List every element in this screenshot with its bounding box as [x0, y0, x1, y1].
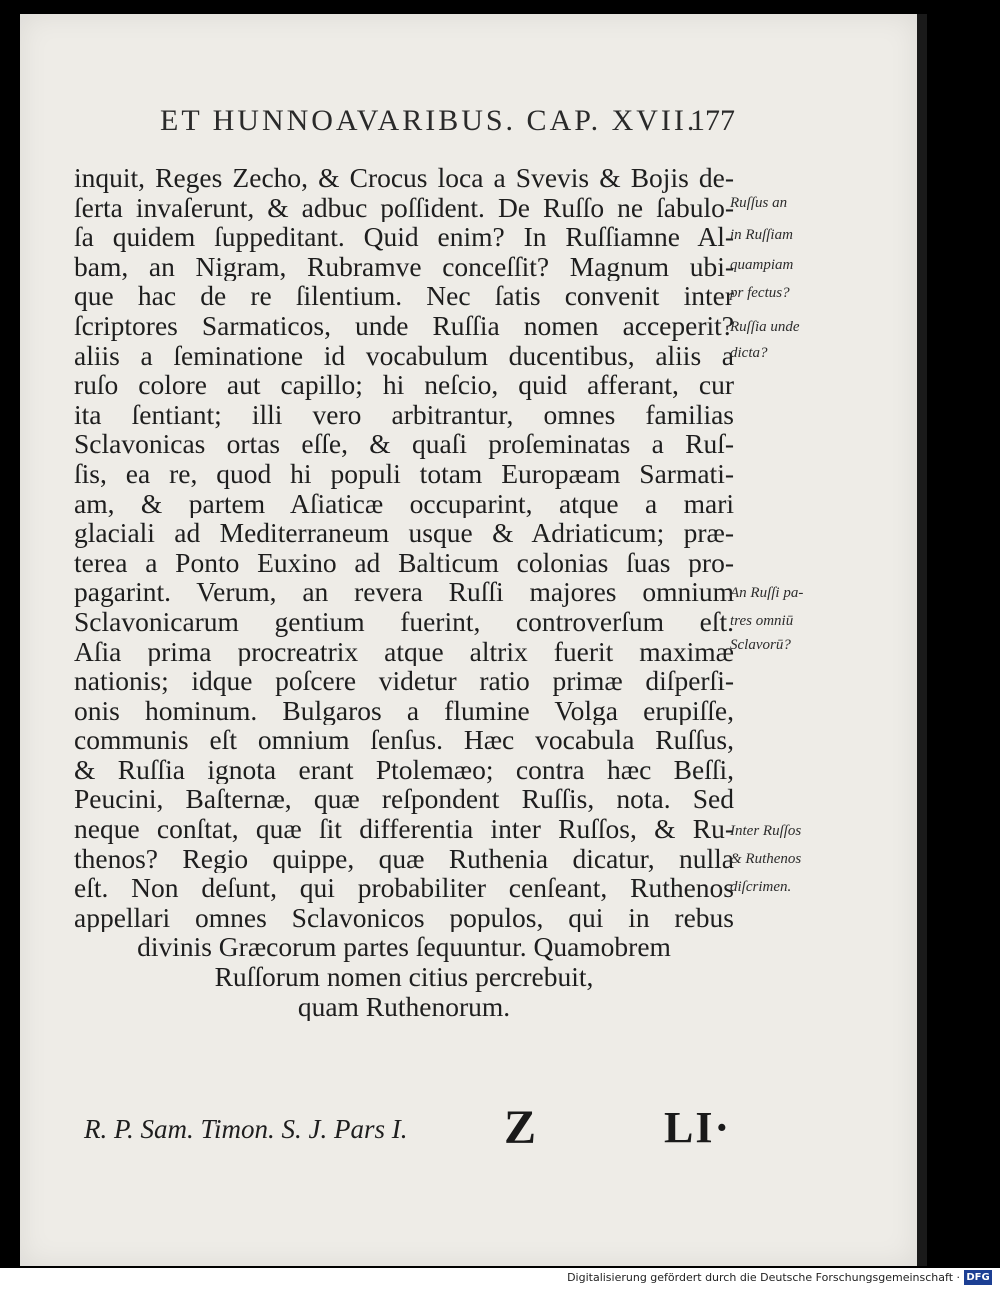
page-number: 177 [690, 104, 735, 137]
margin-note: Ruſſia unde [730, 319, 800, 335]
margin-note: An Ruſſi pa- [730, 585, 804, 601]
running-head [160, 104, 760, 138]
credit-text: Digitalisierung gefördert durch die Deutsche Forschungsgemeinschaft · [567, 1271, 960, 1284]
text-line: ſcriptores Sarmaticos, unde Ruſſia nomen acceperit? [74, 310, 734, 341]
printer-signature: R. P. Sam. Timon. S. J. Pars I. [84, 1114, 408, 1144]
margin-note: Ruſſus an [730, 195, 788, 211]
body-text [74, 163, 734, 1021]
signature-letter: Z [504, 1101, 537, 1154]
margin-note: in Ruſſiam [730, 227, 793, 243]
text-line: ſis, ea re, quod hi populi totam Europæam Sarmati- [74, 458, 734, 489]
text-line: neque conſtat, quæ ſit differentia inter Ruſſos, & Ru- [74, 814, 734, 844]
text-line: onis hominum. Bulgaros a flumine Volga erupiſſe, [74, 695, 734, 726]
margin-note: dicta? [730, 345, 768, 361]
text-line: am, & partem Aſiaticæ occuparint, atque a mari [74, 488, 734, 519]
margin-note: Inter Ruſſos [730, 823, 802, 839]
text-line: ſerta invaſerunt, & adbuc poſſident. De Ruſſo ne ſabulo- [74, 192, 734, 223]
text-line: divinis Græcorum partes ſequuntur. Quamobrem [137, 932, 671, 963]
text-line: quam Ruthenorum. [297, 991, 511, 1022]
text-line: Ruſſorum nomen citius percrebuit, [214, 962, 594, 992]
margin-note: quampiam [730, 257, 794, 273]
text-line: & Ruſſia ignota erant Ptolemæo; contra hæc Beſſi, [74, 754, 734, 785]
text-line: thenos? Regio quippe, quæ Ruthenia dicatur, nulla [74, 843, 734, 874]
page-edge [917, 14, 927, 1266]
text-line: Aſia prima procreatrix atque altrix fuerit maximæ [74, 636, 734, 667]
text-line: appellari omnes Sclavonicos populos, qui in rebus [74, 902, 734, 933]
text-line: Sclavonicarum gentium fuerint, controverſum eſt. [74, 606, 734, 637]
text-line: Sclavonicas ortas eſſe, & quaſi proſeminatas a Ruſ- [74, 429, 734, 459]
text-line: inquit, Reges Zecho, & Crocus loca a Svevis & Bojis de- [74, 163, 734, 193]
text-line: bam, an Nigram, Rubramve conceſſit? Magnum ubi- [74, 251, 734, 282]
margin-note: & Ruthenos [730, 851, 802, 867]
catchword: LI· [664, 1103, 732, 1152]
page-footer [84, 1100, 844, 1160]
text-line: eſt. Non deſunt, qui probabiliter cenſeant, Ruthenos [74, 873, 734, 903]
text-line: pagarint. Verum, an revera Ruſſi majores omnium [74, 577, 734, 607]
margin-note: diſcrimen. [730, 879, 792, 895]
text-line: Peucini, Baſternæ, quæ reſpondent Ruſſis, nota. Sed [74, 784, 734, 815]
text-line: ſa quidem ſuppeditant. Quid enim? In Ruſſiamne Al- [74, 222, 734, 252]
margin-note: Sclavorū? [730, 637, 791, 653]
running-title: ET HUNNOAVARIBUS. CAP. XVII. [160, 104, 698, 137]
margin-note: tres omniū [730, 613, 794, 629]
text-line: communis eſt omnium ſenſus. Hæc vocabula Ruſſus, [74, 725, 734, 755]
credit-bar [0, 1268, 1000, 1289]
text-line: glaciali ad Mediterraneum usque & Adriaticum; præ- [74, 518, 734, 548]
margin-note: pr fectus? [730, 285, 790, 301]
text-line: que hac de re ſilentium. Nec ſatis convenit inter [74, 281, 734, 311]
text-line: nationis; idque poſcere videtur ratio primæ diſperſi- [74, 666, 734, 696]
text-line: ruſo colore aut capillo; hi neſcio, quid afferant, cur [74, 370, 734, 400]
text-line: aliis a ſeminatione id vocabulum ducentibus, aliis a [74, 340, 734, 371]
dfg-logo-icon: DFG [964, 1270, 992, 1285]
text-line: terea a Ponto Euxino ad Balticum colonias ſuas pro- [74, 547, 734, 578]
text-line: ita ſentiant; illi vero arbitrantur, omnes familias [74, 399, 734, 430]
